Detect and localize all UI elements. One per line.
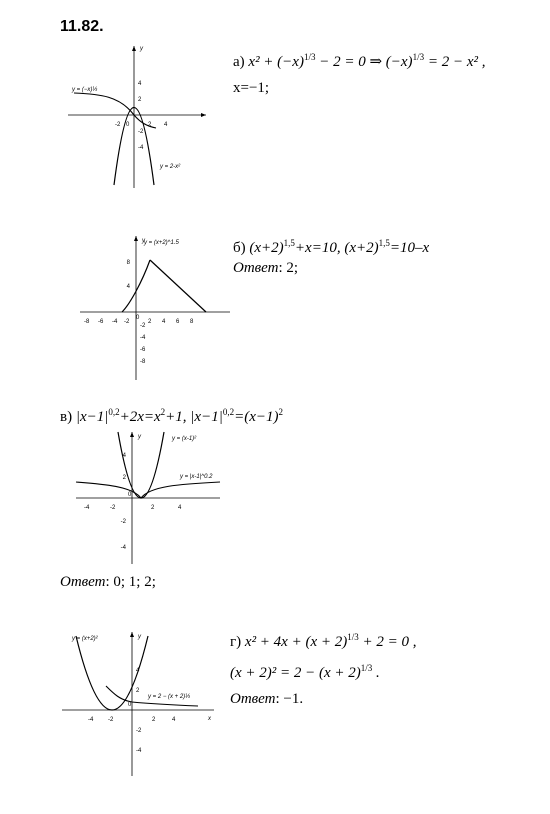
tick-label: 4 [122, 453, 126, 459]
tick-label: 4 [172, 717, 176, 723]
tick-label: -8 [140, 359, 146, 365]
tick-label: -4 [112, 319, 118, 325]
tick-label: -2 [110, 505, 116, 511]
line-curve [150, 260, 206, 312]
equation-c: в) $|x-1|^{0,2}+2x=x^2+1$, $|x-1|^{0,2}=(x-1)^2$ [60, 407, 283, 425]
y-tick-labels [136, 668, 142, 754]
tick-label: -4 [84, 505, 90, 511]
graph-d [58, 628, 218, 778]
tick-label: 2 [136, 688, 140, 694]
curve-label: y = (x+2)² [72, 636, 98, 642]
tick-label: 8 [126, 260, 130, 266]
tick-label: -2 [138, 129, 144, 135]
graph-a [60, 40, 210, 190]
problem-number: 11.82. [60, 18, 104, 35]
tick-label: 6 [176, 319, 180, 325]
eq-main: x² + (−x) [248, 54, 304, 70]
tick-label: -4 [88, 717, 94, 723]
tick-label: 0 [128, 492, 132, 498]
tick-label: -2 [124, 319, 130, 325]
tick-label: -4 [136, 748, 142, 754]
tick-label: -2 [136, 728, 142, 734]
tick-label: -4 [120, 545, 126, 551]
answer-value: : 2; [278, 260, 299, 276]
curve-label: y = (−x)⅓ [72, 87, 98, 93]
x-tick-labels [84, 492, 182, 511]
curve-label: y = (x-1)² [172, 436, 197, 442]
tick-label: 2 [151, 505, 155, 511]
curve-label: y = |x-1|^0.2 [180, 474, 213, 480]
tick-label: 4 [138, 81, 142, 87]
answer-label: Ответ [60, 574, 106, 590]
tick-label: 0 [136, 315, 140, 321]
answer-b [233, 259, 298, 277]
exp-frac: 1/3 [303, 52, 316, 62]
tick-label: 2 [148, 122, 152, 128]
graph-b [78, 232, 233, 382]
root-abs-curve [76, 482, 220, 498]
y-axis-label: y [140, 46, 143, 52]
tick-label: -4 [140, 335, 146, 341]
x-tick-labels [115, 122, 168, 128]
y-axis-label: y [138, 434, 141, 440]
curve-label: y = 2 − (x + 2)⅓ [148, 694, 191, 700]
tick-label: 2 [152, 717, 156, 723]
answer-label: Ответ [233, 260, 279, 276]
tick-label: 0 [128, 702, 132, 708]
x-axis-label: x [208, 716, 211, 722]
tick-label: 8 [190, 319, 194, 325]
x-tick-labels [84, 315, 194, 325]
tick-label: 4 [162, 319, 166, 325]
curve-label: y = (x+2)^1.5 [144, 240, 179, 246]
eq-rest: − 2 = 0 ⇒ (−x) [315, 54, 413, 70]
part-label: а) [233, 54, 245, 70]
result-a: x=−1; [233, 80, 270, 96]
tick-label: -6 [98, 319, 104, 325]
part-label: в) [60, 409, 73, 425]
answer-c [60, 573, 156, 591]
tick-label: -2 [115, 122, 121, 128]
tick-label: -8 [84, 319, 90, 325]
eq-end: = 2 − x² , [424, 54, 486, 70]
answer-value: : −1. [275, 691, 304, 707]
exp-frac: 1/3 [412, 52, 425, 62]
answer-label: Ответ [230, 691, 276, 707]
graph-c [72, 428, 222, 568]
tick-label: 0 [126, 122, 130, 128]
answer-d [230, 690, 303, 708]
tick-label: 2 [138, 97, 142, 103]
part-label: г) [230, 634, 242, 650]
tick-label: 4 [164, 122, 168, 128]
y-axis-label: y [138, 634, 141, 640]
answer-value: : 0; 1; 2; [105, 574, 156, 590]
equation-d-line1: г) $x^2 + 4x + (x + 2)^{1/3} + 2 = 0$ , [230, 632, 417, 650]
tick-label: 4 [136, 668, 140, 674]
equation-b: б) $(x+2)^{1,5}+x=10$, $(x+2)^{1,5}=10-x$ [233, 238, 430, 256]
tick-label: 2 [148, 319, 152, 325]
parabola-curve [76, 636, 148, 710]
equation-d-line2: $(x + 2)^2 = 2 - (x + 2)^{1/3}$ . [230, 663, 380, 681]
tick-label: -2 [140, 323, 146, 329]
tick-label: -4 [138, 145, 144, 151]
part-label: б) [233, 240, 246, 256]
tick-label: 4 [126, 284, 130, 290]
equation-a [233, 52, 485, 71]
curve-label: y = 2-x² [160, 164, 181, 170]
y-axis-label: y [142, 238, 145, 244]
tick-label: -2 [108, 717, 114, 723]
tick-label: -6 [140, 347, 146, 353]
tick-label: 4 [178, 505, 182, 511]
tick-label: -2 [120, 519, 126, 525]
tick-label: 2 [122, 475, 126, 481]
